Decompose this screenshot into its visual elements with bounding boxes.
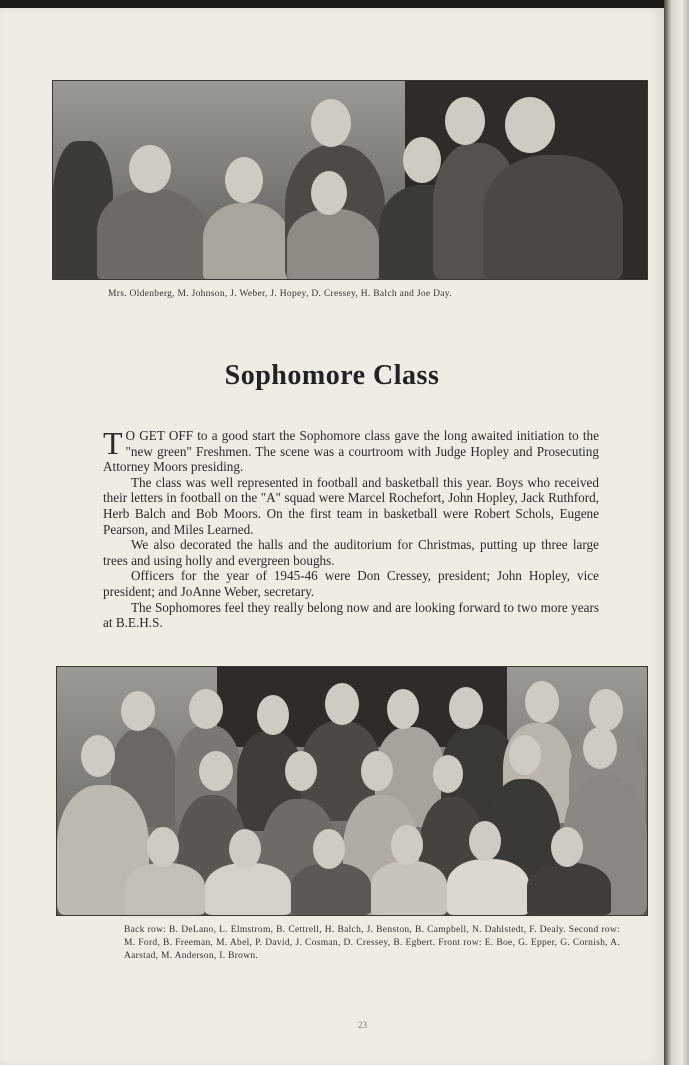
person: [97, 189, 205, 280]
face: [189, 689, 223, 729]
paragraph: Officers for the year of 1945-46 were Don Cressey, president; John Hopley, vice president; and JoAnne Weber, secretary.: [103, 568, 599, 599]
face: [469, 821, 501, 861]
face: [81, 735, 115, 777]
face: [285, 751, 317, 791]
face: [121, 691, 155, 731]
face: [525, 681, 559, 723]
face: [311, 99, 351, 147]
face: [225, 157, 263, 203]
paragraph: [103, 425, 599, 475]
face: [551, 827, 583, 867]
face: [433, 755, 463, 793]
drop-cap: T: [103, 425, 123, 461]
bottom-photo-caption: Back row: B. DeLano, L. Elmstrom, B. Cettrell, H. Balch, J. Benston, B. Campbell, N. Dahlstedt, F. Dealy. Second row: M. Ford, B. Freeman, M. Abel, P. David, J. Cosman, D. Cressey, B. Egbert. Front row: E. Boe, G. Epper, G. Cornish, A. Aarstad, M. Anderson, I. Brown.: [124, 925, 620, 961]
person: [371, 861, 447, 915]
article-body: [103, 425, 599, 631]
person: [205, 863, 291, 915]
face: [313, 829, 345, 869]
face: [449, 687, 483, 729]
face: [509, 735, 541, 775]
face: [129, 145, 171, 193]
person: [203, 203, 289, 280]
book-spine-edge: [664, 0, 689, 1065]
face: [199, 751, 233, 791]
face: [361, 751, 393, 791]
face: [387, 689, 419, 729]
page-title: Sophomore Class: [224, 360, 440, 391]
face: [311, 171, 347, 215]
bottom-group-photo: [56, 666, 648, 916]
face: [325, 683, 359, 725]
face: [147, 827, 179, 867]
face: [403, 137, 441, 183]
top-photo-caption: Mrs. Oldenberg, M. Johnson, J. Weber, J. Hopey, D. Cressey, H. Balch and Joe Day.: [108, 289, 452, 299]
yearbook-page: [0, 8, 664, 1065]
paragraph: We also decorated the halls and the auditorium for Christmas, putting up three large trees and using holly and evergreen boughs.: [103, 537, 599, 568]
face: [391, 825, 423, 865]
paragraph: The Sophomores feel they really belong now and are looking forward to two more years at B.E.H.S.: [103, 599, 599, 631]
person: [287, 209, 379, 280]
page-number: 23: [358, 1020, 367, 1030]
face: [589, 689, 623, 731]
face: [445, 97, 485, 145]
face: [583, 727, 617, 769]
paragraph: The class was well represented in football and basketball this year. Boys who received their letters in football on the "A" squad were Marcel Rochefort, John Hopley, Jack Ruthford, Herb Balch and Bob Moors. On the first team in basketball were Robert Schols, Eugene Pearson, and Miles Learned.: [103, 474, 599, 537]
person: [527, 863, 611, 915]
face: [505, 97, 555, 153]
person: [125, 863, 205, 915]
face: [257, 695, 289, 735]
face: [229, 829, 261, 869]
person: [447, 859, 529, 915]
paragraph-text: O GET OFF to a good start the Sophomore class gave the long awaited initiation to the "new green" Freshmen. The scene was a courtroom with Judge Hopley and Prosecuting Attorney Moors presiding.: [103, 428, 599, 475]
person: [291, 863, 371, 915]
person: [483, 155, 623, 280]
top-group-photo: [52, 80, 648, 280]
